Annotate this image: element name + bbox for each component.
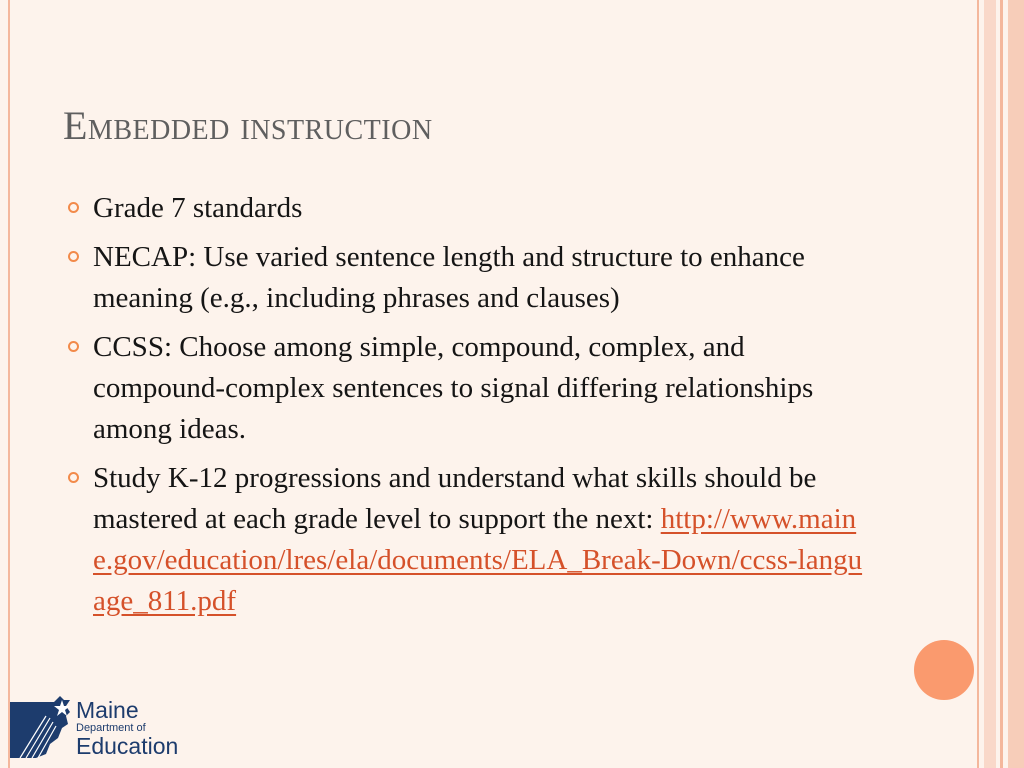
right-border-stripe <box>1000 0 1003 768</box>
resource-link[interactable]: http://www.maine.gov/education/lres/ela/documents/ELA_Break-Down/ccss-language_811.pdf <box>93 503 863 617</box>
bullet-item <box>68 237 868 319</box>
bullet-text: Study K-12 progressions and understand what skills should be mastered at each grade level to support the next: <box>93 462 817 535</box>
bullet-item <box>68 327 868 450</box>
bullet-text: NECAP: Use varied sentence length and structure to enhance meaning (e.g., including phrases and clauses) <box>93 241 805 314</box>
bullet-item <box>68 458 868 622</box>
logo-text-maine: Maine <box>76 697 139 723</box>
bullet-item <box>68 188 868 229</box>
logo-state-icon <box>6 694 74 762</box>
logo-text-department: Department of <box>76 722 146 734</box>
bullet-circle-icon <box>68 341 79 352</box>
slide-title: Embedded instruction <box>63 103 433 148</box>
logo-text-education: Education <box>76 733 179 759</box>
decorative-circle <box>914 640 974 700</box>
bullet-circle-icon <box>68 202 79 213</box>
maine-doe-logo <box>6 694 206 762</box>
left-border-rule <box>8 0 10 768</box>
bullet-circle-icon <box>68 251 79 262</box>
bullet-text: CCSS: Choose among simple, compound, complex, and compound-complex sentences to signal differing relationships among ideas. <box>93 331 814 445</box>
right-border-stripe <box>984 0 996 768</box>
right-border-stripe <box>1008 0 1024 768</box>
right-border-stripe <box>977 0 979 768</box>
bullet-circle-icon <box>68 472 79 483</box>
bullet-list <box>68 188 868 630</box>
bullet-text: Grade 7 standards <box>93 192 303 224</box>
